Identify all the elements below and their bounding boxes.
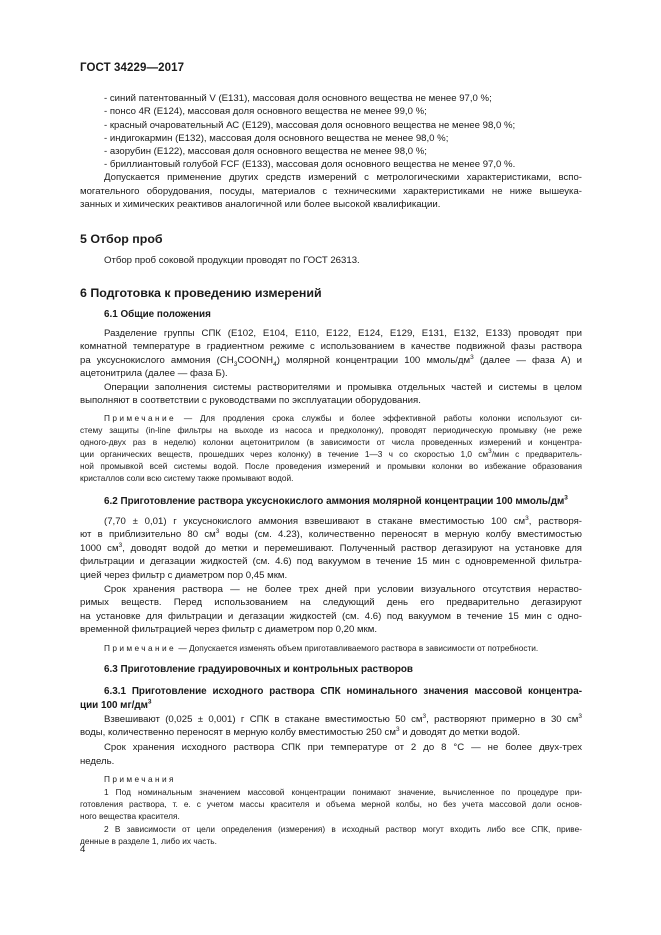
list-item: - бриллиантовый голубой FCF (Е133), массовая доля основного вещества не менее 97,0 %. — [104, 159, 516, 170]
list-item: - азорубин (Е122), массовая доля основного вещества не менее 98,0 %; — [104, 146, 427, 157]
standard-header: ГОСТ 34229—2017 — [80, 62, 185, 74]
paragraph-line: временной фильтрацией через фильтр с диаметром пор 0,20 мкм. — [80, 624, 378, 635]
note-line: одного-двух раз в неделю) колонки ацетонитрилом (в зависимости от числа проведенных измерений и концентра- — [80, 437, 582, 447]
paragraph-line: ацетонитрила (далее — фаза Б). — [80, 368, 228, 379]
list-item: - синий патентованный V (Е131), массовая доля основного вещества не менее 97,0 %; — [104, 93, 492, 104]
section-heading: 5 Отбор проб — [80, 232, 163, 246]
paragraph-line: Допускается применение других средств измерений с метрологическими характеристиками, вспо- — [104, 172, 582, 183]
list-item: - индигокармин (Е132), массовая доля основного вещества не менее 98,0 %; — [104, 133, 449, 144]
paragraph-line: Отбор проб соковой продукции проводят по ГОСТ 26313. — [104, 255, 360, 266]
paragraph-line: комнатной температуре в градиентном режиме с использованием в качестве подвижной фазы раствора — [80, 341, 582, 352]
paragraph-line: ра уксуснокислого аммония $(CH_3COONH_4)$ молярной концентрации 100 ммоль/$дм^3$ (далее — фаза А) и — [80, 353, 582, 368]
paragraph-line: Взвешивают (0,025 ± 0,001) г СПК в стакане вместимостью 50 $см^3$, растворяют примерно в 30 $см^3$ — [104, 712, 582, 725]
paragraph-line: Операции заполнения системы растворителями и промывка отдельных частей и системы в целом — [104, 382, 582, 393]
note-line: стему защиты (in-line фильтры на выходе из насоса и предколонку), проводят периодическую промывку (не реже — [80, 425, 582, 435]
paragraph-line: Срок хранения исходного раствора СПК при температуре от 2 до 8 °С — не более двух-трех — [104, 742, 582, 753]
note-line: кристаллов соли всю систему также промывают водой. — [80, 473, 294, 483]
note-line: денные в разделе 1, либо их часть. — [80, 836, 217, 846]
paragraph-line: могательного оборудования, посуды, материалов с техническими характеристиками не ниже вышеука- — [80, 186, 582, 197]
note-line: готовления раствора, т. е. с учетом массы красителя и объема мерной колбы, но без учета массовой доли основ- — [80, 799, 582, 809]
note-line: ной промывкой всей системы водой. После проведения измерений и промывки колонки во избежание образования — [80, 461, 582, 471]
paragraph-line: (7,70 ± 0,01) г уксуснокислого аммония взвешивают в стакане вместимостью 100 $см^3$, растворя- — [104, 514, 582, 527]
paragraph-line: занных и химических реактивов аналогичной или более высокой квалификации. — [80, 199, 441, 210]
note-label: Примечание — [104, 413, 177, 423]
paragraph-line: Разделение группы СПК (Е102, Е104, Е110, Е122, Е124, Е129, Е131, Е132, Е133) проводят при — [104, 328, 582, 339]
subsection-heading: 6.3 Приготовление градуировочных и контрольных растворов — [104, 664, 413, 675]
paragraph-line: 1000 $см^3$, доводят водой до метки и перемешивают. Полученный раствор дегазируют на установке для — [80, 541, 582, 554]
paragraph-line: Срок хранения раствора — не более трех дней при условии визуального отсутствия нераство- — [104, 584, 582, 595]
page-number: 4 — [80, 844, 86, 855]
paragraph-line: выполняют в соответствии с руководствами по эксплуатации оборудования. — [80, 395, 421, 406]
paragraph-line: ют в приблизительно 80 $см^3$ воды (см. 4.23), количественно переносят в мерную колбу вместимостью — [80, 527, 582, 540]
section-heading: 6 Подготовка к проведению измерений — [80, 286, 322, 300]
note-line: Примечание — Допускается изменять объем приготавливаемого раствора в зависимости от потребности. — [104, 643, 539, 653]
subsubsection-heading: 6.3.1 Приготовление исходного раствора СПК номинального значения массовой концентра- — [104, 686, 582, 697]
paragraph-line: фильтрации и дегазации жидкостей (см. 4.6) под вакуумом в течение 15 мин с одновременной фильтра- — [80, 556, 582, 567]
paragraph-line: на установке для фильтрации и дегазации жидкостей (см. 4.6) под вакуумом в течение 15 мин с одно- — [80, 611, 582, 622]
paragraph-line: цией через фильтр с диаметром пор 0,45 мкм. — [80, 570, 288, 581]
subsubsection-heading: ции 100 $мг/дм^3$ — [80, 698, 152, 711]
paragraph-line: воды, количественно переносят в мерную колбу вместимостью 250 $см^3$ и доводят до метки водой. — [80, 725, 521, 738]
note-label: Примечание — [104, 643, 177, 653]
notes-label: Примечания — [104, 774, 176, 784]
paragraph-line: римых веществ. Перед использованием на следующий день его предварительно дегазируют — [80, 597, 582, 608]
note-line: 2 В зависимости от цели определения (измерения) в исходный раствор могут входить либо все СПК, приве- — [104, 824, 582, 834]
subsection-heading: 6.2 Приготовление раствора уксуснокислого аммония молярной концентрации 100 ммоль/$дм^3$ — [104, 494, 568, 507]
list-item: - красный очаровательный АС (Е129), массовая доля основного вещества не менее 98,0 %; — [104, 120, 516, 131]
paragraph-line: недель. — [80, 756, 115, 767]
note-line: ции органических веществ, прошедших через колонку) в течение 1—3 ч со скоростью 1,0 $см^3$/мин с предваритель- — [80, 448, 582, 459]
list-item: - понсо 4R (Е124), массовая доля основного вещества не менее 99,0 %; — [104, 106, 427, 117]
subsection-heading: 6.1 Общие положения — [104, 309, 211, 320]
note-line: Примечание — Для продления срока службы и более эффективной работы колонки используют си- — [104, 413, 582, 423]
note-line: ного вещества красителя. — [80, 811, 180, 821]
note-line: 1 Под номинальным значением массовой концентрации понимают значение, вычисленное по процедуре при- — [104, 787, 582, 797]
